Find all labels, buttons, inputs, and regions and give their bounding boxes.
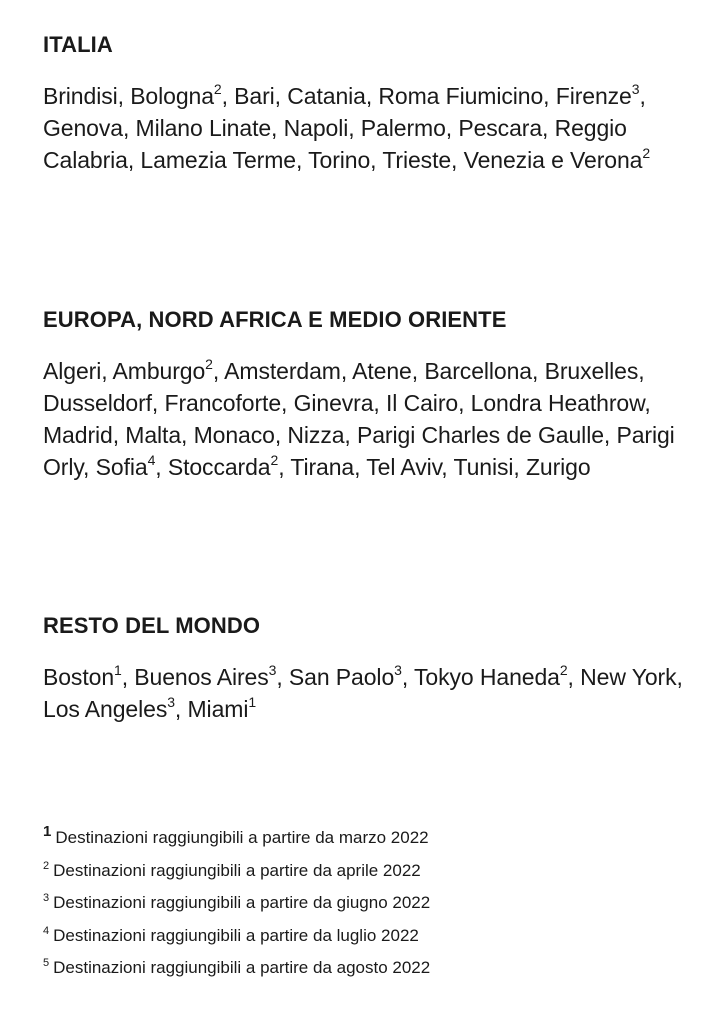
footnote-reference: 2 — [205, 356, 213, 373]
footnote-reference: 3 — [167, 694, 175, 711]
destination-text: Brindisi, Bologna — [43, 83, 214, 109]
footnote-reference: 3 — [394, 662, 402, 679]
footnote-reference: 2 — [642, 145, 651, 162]
footnote-reference: 3 — [631, 81, 640, 98]
footnote-mark: 5 — [43, 957, 50, 970]
destination-text: , Tirana, Tel Aviv, Tunisi, Zurigo — [278, 454, 591, 480]
footnote-text: Destinazioni raggiungibili a partire da marzo 2022 — [55, 828, 429, 847]
footnote-text: Destinazioni raggiungibili a partire da giugno 2022 — [53, 893, 431, 912]
footnote-reference: 4 — [147, 452, 156, 469]
footnote-reference: 2 — [559, 662, 568, 679]
destination-text: , Tokyo Haneda — [401, 664, 560, 690]
section-heading: RESTO DEL MONDO — [43, 613, 261, 638]
footnote-text: Destinazioni raggiungibili a partire da luglio 2022 — [53, 925, 419, 945]
destination-text: , Bari, Catania, Roma Fiumicino, Firenze — [221, 83, 632, 109]
footnote-reference: 2 — [270, 452, 279, 469]
footnote-reference: 1 — [248, 694, 257, 711]
footnote-text: Destinazioni raggiungibili a partire da agosto 2022 — [53, 958, 431, 977]
footnote-text: Destinazioni raggiungibili a partire da aprile 2022 — [53, 860, 421, 880]
destination-text: Algeri, Amburgo — [43, 358, 206, 384]
destination-list — [43, 80, 683, 176]
section-heading: EUROPA, NORD AFRICA E MEDIO ORIENTE — [43, 307, 507, 332]
section-heading: ITALIA — [43, 32, 113, 57]
destination-text: , Buenos Aires — [121, 664, 269, 690]
footnote — [43, 920, 683, 953]
footnote-mark: 1 — [43, 823, 52, 841]
footnote-reference: 3 — [268, 662, 277, 679]
destination-list — [43, 355, 683, 483]
destination-text: , Miami — [174, 696, 249, 722]
destination-text: , San Paolo — [276, 664, 395, 690]
destination-text: , Stoccarda — [155, 454, 271, 480]
footnote-mark: 3 — [43, 892, 50, 905]
section-italia — [43, 32, 683, 176]
footnote-reference: 1 — [114, 662, 122, 679]
footnote — [43, 952, 683, 985]
destination-text: , Amsterdam, Atene, Barcellona, Bruxelles, Dusseldorf, Francoforte, Ginevra, Il Cairo, Londra Heathrow, Madrid, Malta, Monaco, Nizza, Parigi Charles de Gaulle, Parigi Orly, Sofia — [43, 358, 675, 480]
footnote — [43, 822, 683, 855]
footnote — [43, 855, 683, 888]
footnote — [43, 887, 683, 920]
section-europa — [43, 307, 683, 483]
destination-text: , Genova, Milano Linate, Napoli, Palermo, Pescara, Reggio Calabria, Lamezia Terme, Torino, Trieste, Venezia e Verona — [43, 83, 646, 173]
destination-list — [43, 661, 683, 725]
section-resto-del-mondo — [43, 613, 683, 725]
destination-text: Boston — [43, 664, 115, 690]
footnotes — [43, 822, 683, 985]
destination-text: , New York, Los Angeles — [43, 664, 683, 722]
footnote-mark: 4 — [43, 924, 50, 937]
footnote-mark: 2 — [43, 859, 50, 872]
footnote-reference: 2 — [213, 81, 222, 98]
